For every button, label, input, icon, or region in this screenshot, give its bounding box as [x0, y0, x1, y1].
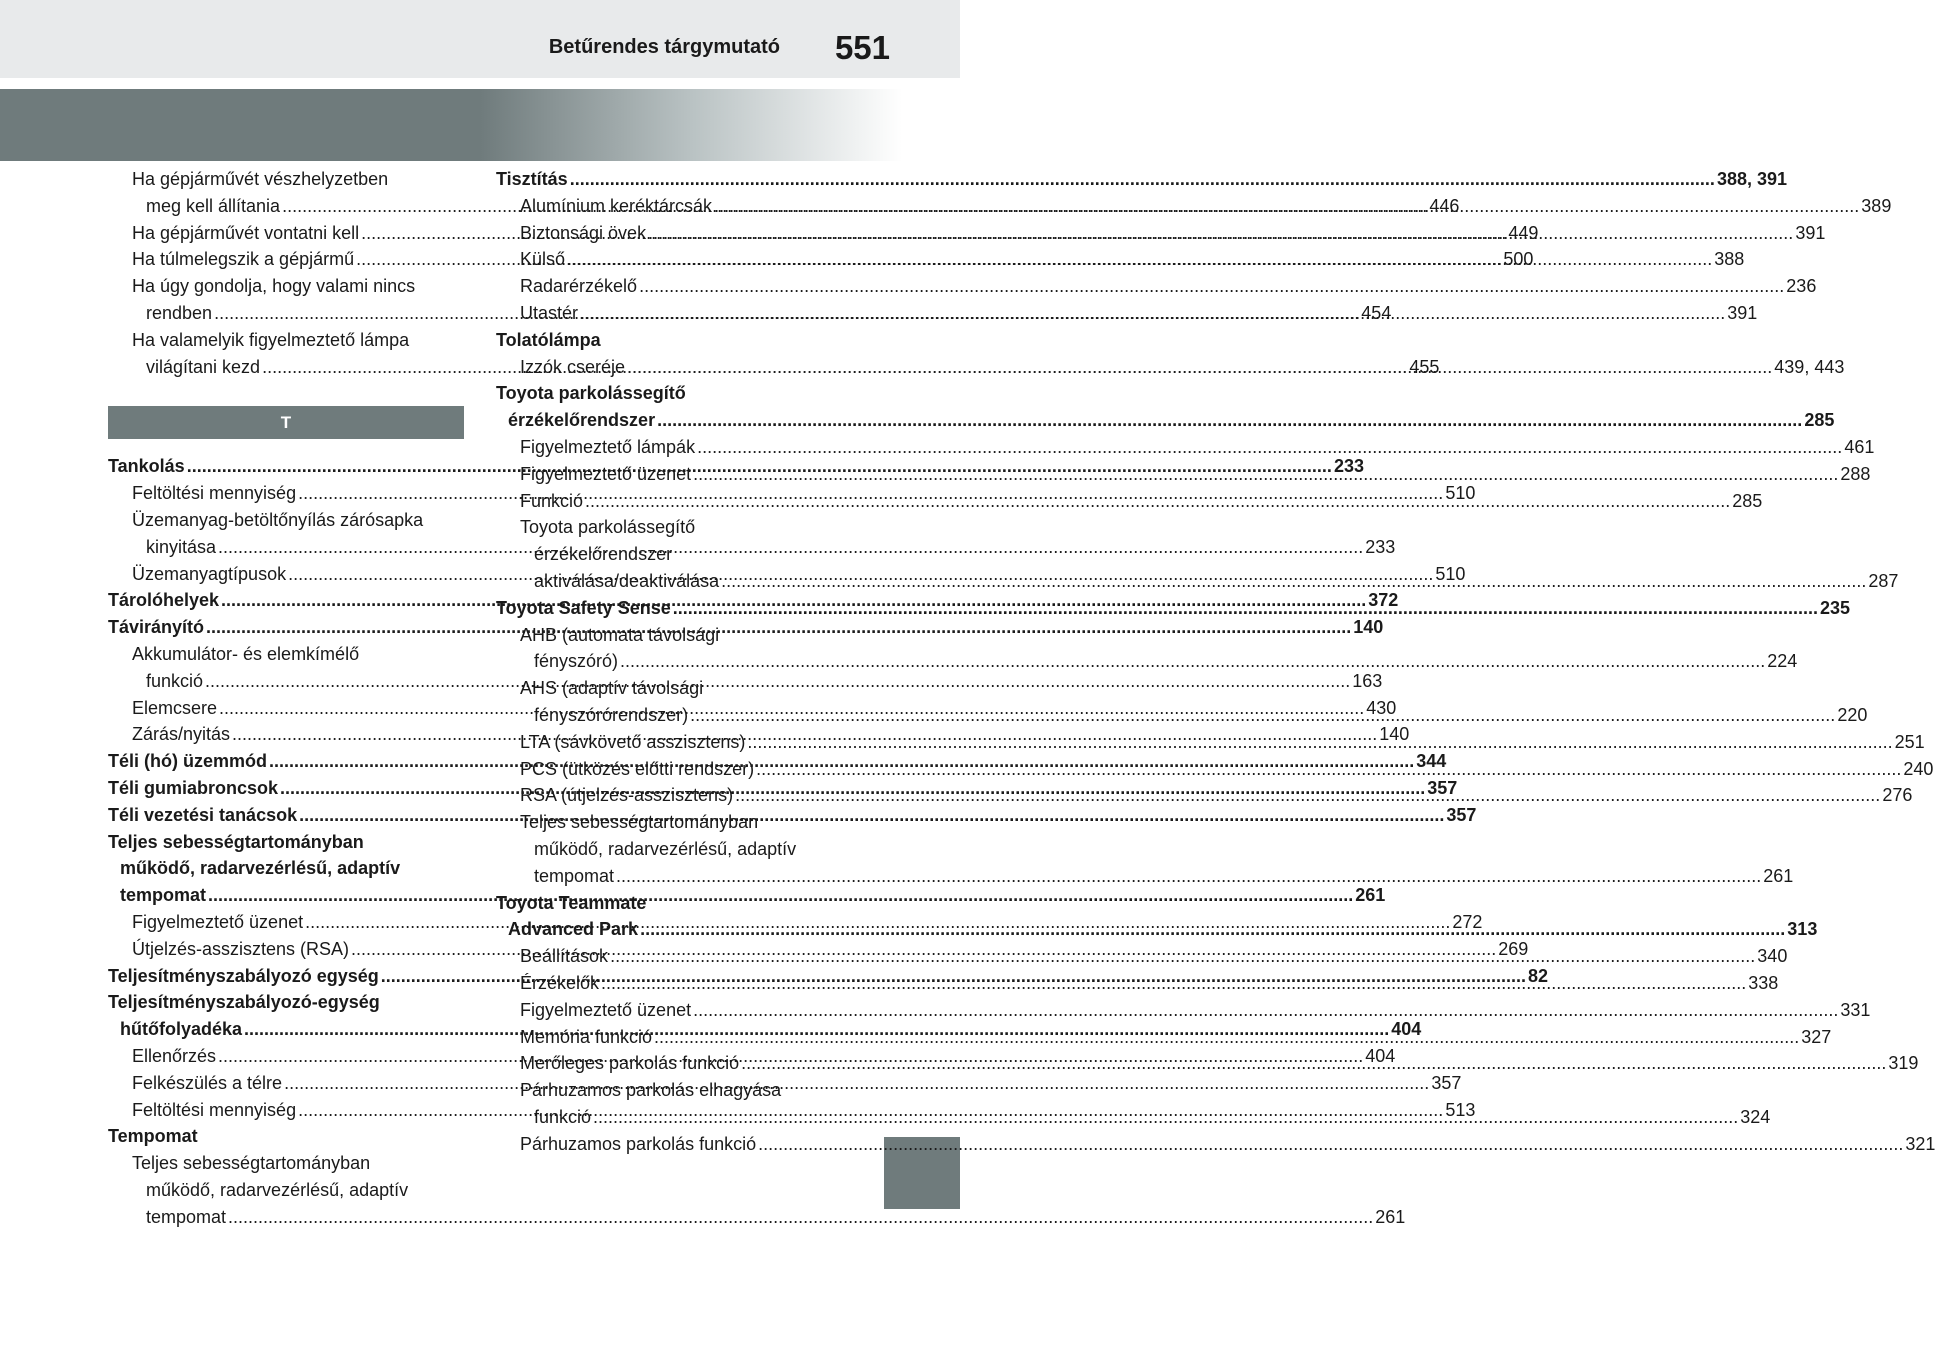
index-entry-page: 439, 443 — [1774, 356, 1845, 377]
index-entry-label: Útjelzés-asszisztens (RSA) — [132, 938, 350, 959]
dot-leader — [747, 729, 1892, 756]
index-entry — [496, 273, 1817, 300]
page-title: Betűrendes tárgymutató — [548, 36, 780, 58]
dot-leader — [690, 702, 1835, 729]
index-entry-label: világítani kezd — [146, 356, 261, 377]
index-entry-page: 388 — [1714, 249, 1745, 270]
index-entry-page: 287 — [1868, 570, 1899, 591]
index-entry-label: Ha gépjárművét vontatni kell — [132, 222, 360, 243]
index-entry-label: tempomat — [120, 885, 207, 906]
index-entry-label: Teljesítményszabályozó egység — [108, 965, 379, 986]
index-entry-label: Teljes sebességtartományban — [108, 831, 364, 852]
index-entry — [496, 836, 842, 863]
index-entry-page: 404 — [1365, 1045, 1396, 1066]
index-entry-page: 449 — [1508, 222, 1539, 243]
index-entry-label: fényszóró) — [534, 651, 619, 672]
dot-leader — [620, 648, 1765, 675]
index-entry — [496, 622, 842, 649]
dot-leader — [610, 943, 1755, 970]
dot-leader — [570, 166, 1715, 193]
index-entry — [108, 1150, 464, 1177]
dot-leader — [758, 1131, 1903, 1158]
dot-leader — [580, 300, 1725, 327]
index-entry-label: Figyelmeztető üzenet — [520, 463, 692, 484]
index-entry-label: Távirányító — [108, 617, 205, 638]
index-entry-label: tempomat — [146, 1206, 227, 1227]
index-entry-page: 404 — [1391, 1019, 1422, 1040]
index-entry-label: Érzékelők — [520, 972, 600, 993]
index-entry-label: Merőleges parkolás funkció — [520, 1053, 740, 1074]
index-entry-page: 331 — [1840, 999, 1871, 1020]
dot-leader — [627, 354, 1772, 381]
index-entry-label: fényszórórendszer) — [534, 704, 689, 725]
index-entry-label: PCS (ütközés előtti rendszer) — [520, 758, 755, 779]
index-entry — [496, 1077, 842, 1104]
index-entry — [496, 809, 842, 836]
index-entry-page: 82 — [1528, 965, 1549, 986]
index-entry-label: Utastér — [520, 302, 579, 323]
index-entry-page: 313 — [1787, 919, 1818, 940]
index-entry-label: hűtőfolyadéka — [120, 1019, 243, 1040]
index-entry-label: Figyelmeztető lámpák — [520, 436, 696, 457]
index-entry-label: Funkció — [520, 490, 584, 511]
index-entry-label: érzékelőrendszer — [508, 410, 656, 431]
index-entry-page: 319 — [1888, 1053, 1919, 1074]
index-entry-label: Tempomat — [108, 1126, 198, 1147]
index-entry-label: működő, radarvezérlésű, adaptív — [534, 838, 797, 859]
index-entry-page: 391 — [1727, 302, 1758, 323]
index-entry-label: Ha gépjárművét vészhelyzetben — [132, 169, 389, 189]
index-entry — [108, 989, 464, 1016]
index-entry-label: Figyelmeztető üzenet — [520, 999, 692, 1020]
index-entry-page: 344 — [1416, 751, 1447, 772]
index-entry-page: 240 — [1903, 758, 1934, 779]
index-entry-page: 233 — [1333, 456, 1364, 477]
index-entry — [496, 675, 842, 702]
index-entry-page: 389 — [1861, 195, 1892, 216]
dot-leader — [693, 461, 1838, 488]
index-entry-label: Teljes sebességtartományban — [132, 1153, 371, 1174]
index-entry-page: 235 — [1819, 597, 1851, 618]
index-entry-label: Beállítások — [520, 946, 609, 967]
index-entry-page: 338 — [1748, 972, 1779, 993]
index-entry — [108, 641, 464, 668]
dot-leader — [673, 595, 1818, 622]
dot-leader — [601, 970, 1746, 997]
index-entry-label: Téli vezetési tanácsok — [108, 804, 298, 825]
index-entry-page: 513 — [1445, 1099, 1476, 1120]
index-entry-page: 357 — [1446, 804, 1477, 825]
index-entry-page: 324 — [1740, 1106, 1771, 1127]
index-entry-label: Külső — [520, 249, 566, 270]
dot-leader — [741, 1050, 1886, 1077]
index-entry-label: Memória funkció — [520, 1026, 653, 1047]
index-entry-page: 140 — [1379, 724, 1410, 745]
index-entry-label: működő, radarvezérlésű, adaptív — [120, 858, 401, 879]
index-entry-label: Alumínium keréktárcsák — [520, 195, 713, 216]
index-entry-label: Elemcsere — [132, 697, 218, 718]
index-entry-label: Advanced Park — [508, 919, 639, 940]
index-entry-page: 321 — [1905, 1133, 1935, 1154]
index-entry — [496, 434, 1875, 461]
index-entry — [108, 166, 464, 193]
index-entry — [108, 1123, 464, 1150]
index-entry-label: Figyelmeztető üzenet — [132, 911, 304, 932]
index-entry-page: 276 — [1882, 785, 1913, 806]
index-entry-label: Ha túlmelegszik a gépjármű — [132, 249, 355, 270]
page-header — [0, 0, 960, 78]
dot-leader — [593, 1104, 1738, 1131]
index-entry-page: 233 — [1365, 536, 1396, 557]
index-entry — [496, 648, 1798, 675]
index-entry-label: Toyota parkolássegítő — [520, 517, 696, 538]
index-entry-page: 251 — [1894, 731, 1925, 752]
index-entry-label: Téli (hó) üzemmód — [108, 751, 267, 772]
index-entry-label: Tárolóhelyek — [108, 590, 220, 611]
index-entry-page: 236 — [1786, 276, 1817, 297]
index-entry-label: kinyitása — [146, 536, 217, 557]
index-entry — [496, 890, 842, 917]
header-banner — [0, 89, 960, 161]
index-entry — [496, 166, 1788, 193]
index-entry-page: 140 — [1353, 617, 1384, 638]
index-entry — [108, 507, 464, 534]
dot-leader — [735, 782, 1880, 809]
index-entry — [108, 829, 464, 856]
index-entry-page: 500 — [1503, 249, 1534, 270]
index-entry-page: 288 — [1840, 463, 1871, 484]
index-entry-label: Izzók cseréje — [520, 356, 626, 377]
index-entry-label: tempomat — [534, 865, 615, 886]
dot-leader — [693, 997, 1838, 1024]
index-entry-label: Zárás/nyitás — [132, 724, 231, 745]
index-entry — [108, 327, 464, 354]
index-entry-page: 163 — [1352, 670, 1383, 691]
index-entry-page: 357 — [1427, 777, 1458, 798]
dot-leader — [639, 273, 1784, 300]
dot-leader — [756, 756, 1901, 783]
dot-leader — [228, 1204, 1373, 1231]
dot-leader — [640, 916, 1785, 943]
index-entry-page: 272 — [1452, 911, 1483, 932]
index-entry-label: Felkészülés a télre — [132, 1072, 283, 1093]
index-entry-label: aktiválása/deaktiválása — [534, 570, 720, 591]
index-entry-page: 220 — [1837, 704, 1868, 725]
index-entry-page: 446 — [1429, 195, 1460, 216]
index-entry-label: Biztonsági övek — [520, 222, 647, 243]
index-entry-page: 261 — [1355, 885, 1386, 906]
index-entry-label: Párhuzamos parkolás funkció — [520, 1133, 757, 1154]
index-entry-label: Teljes sebességtartományban — [520, 812, 759, 833]
dot-leader — [697, 434, 1842, 461]
index-entry-label: AHS (adaptív távolsági — [520, 678, 704, 699]
index-entry-label: Feltöltési mennyiség — [132, 483, 297, 504]
index-entry-page: 224 — [1767, 651, 1798, 672]
dot-leader — [654, 1024, 1799, 1051]
index-entry — [496, 1131, 1935, 1158]
dot-leader — [648, 220, 1793, 247]
index-entry-label: érzékelőrendszer — [534, 544, 673, 565]
index-entry-page: 261 — [1763, 865, 1794, 886]
index-entry-label: Ha úgy gondolja, hogy valami nincs — [132, 276, 416, 297]
dot-leader — [657, 407, 1802, 434]
index-entry — [108, 273, 464, 300]
dot-leader — [721, 568, 1866, 595]
index-entry-label: Radarérzékelő — [520, 276, 638, 297]
dot-leader — [567, 246, 1712, 273]
index-entry-label: Tankolás — [108, 456, 185, 477]
index-entry-label: Toyota parkolássegítő — [496, 383, 686, 404]
dot-leader — [585, 488, 1730, 515]
index-entry-label: AHB (automata távolsági — [520, 624, 720, 645]
index-entry-page: 261 — [1375, 1206, 1406, 1227]
index-entry-label: LTA (sávkövető asszisztens) — [520, 731, 746, 752]
index-entry-label: Toyota Teammate — [496, 892, 647, 913]
index-entry — [496, 407, 1835, 434]
page-number: 551 — [834, 29, 890, 66]
index-entry-label: rendben — [146, 302, 213, 323]
index-entry-label: RSA (útjelzés-asszisztens) — [520, 785, 734, 806]
index-entry-label: funkció — [146, 670, 204, 691]
index-entry-page: 461 — [1844, 436, 1875, 457]
index-entry-label: Üzemanyagtípusok — [132, 563, 287, 584]
index-entry-label: funkció — [534, 1106, 592, 1127]
index-entry-page: 269 — [1498, 938, 1529, 959]
dot-leader — [714, 193, 1859, 220]
index-entry-page: 372 — [1368, 590, 1399, 611]
dot-leader — [616, 863, 1761, 890]
index-entry-page: 285 — [1732, 490, 1763, 511]
index-entry-label: Feltöltési mennyiség — [132, 1099, 297, 1120]
index-entry — [496, 380, 842, 407]
index-entry-label: Teljesítményszabályozó-egység — [108, 992, 380, 1013]
index-entry — [496, 541, 842, 568]
index-entry-label: Téli gumiabroncsok — [108, 777, 279, 798]
index-entry-label: Ellenőrzés — [132, 1045, 217, 1066]
index-entry — [496, 514, 842, 541]
index-entry-page: 285 — [1804, 410, 1835, 431]
index-entry-page: 357 — [1431, 1072, 1462, 1093]
index-entry-label: Akkumulátor- és elemkímélő — [132, 643, 360, 664]
index-entry — [108, 1177, 464, 1204]
index-entry — [108, 1204, 1406, 1231]
index-entry-page: 455 — [1409, 356, 1440, 377]
index-entry-label: működő, radarvezérlésű, adaptív — [146, 1179, 409, 1200]
index-entry-label: Párhuzamos parkolás elhagyása — [520, 1080, 782, 1101]
index-entry-page: 454 — [1361, 302, 1392, 323]
index-entry — [496, 863, 1794, 890]
index-entry-page: 340 — [1757, 946, 1788, 967]
index-entry-label: Ha valamelyik figyelmeztető lámpa — [132, 329, 410, 350]
index-entry-label: Toyota Safety Sense — [496, 597, 671, 618]
index-entry-label: Tisztítás — [496, 169, 568, 189]
index-entry — [496, 997, 1871, 1024]
index-entry-label: Üzemanyag-betöltőnyílás zárósapka — [132, 509, 424, 530]
index-entry-page: 510 — [1445, 483, 1476, 504]
index-entry-page: 510 — [1435, 563, 1466, 584]
index-entry-page: 430 — [1366, 697, 1397, 718]
index-entry-page: 327 — [1801, 1026, 1832, 1047]
index-entry — [108, 855, 464, 882]
index-entry-page: 388, 391 — [1716, 169, 1788, 189]
index-entry-label: Tolatólámpa — [496, 329, 601, 350]
index-entry — [496, 327, 842, 354]
index-entry-label: meg kell állítania — [146, 195, 281, 216]
index-entry-page: 391 — [1795, 222, 1826, 243]
section-letter-bar: T — [108, 406, 464, 439]
